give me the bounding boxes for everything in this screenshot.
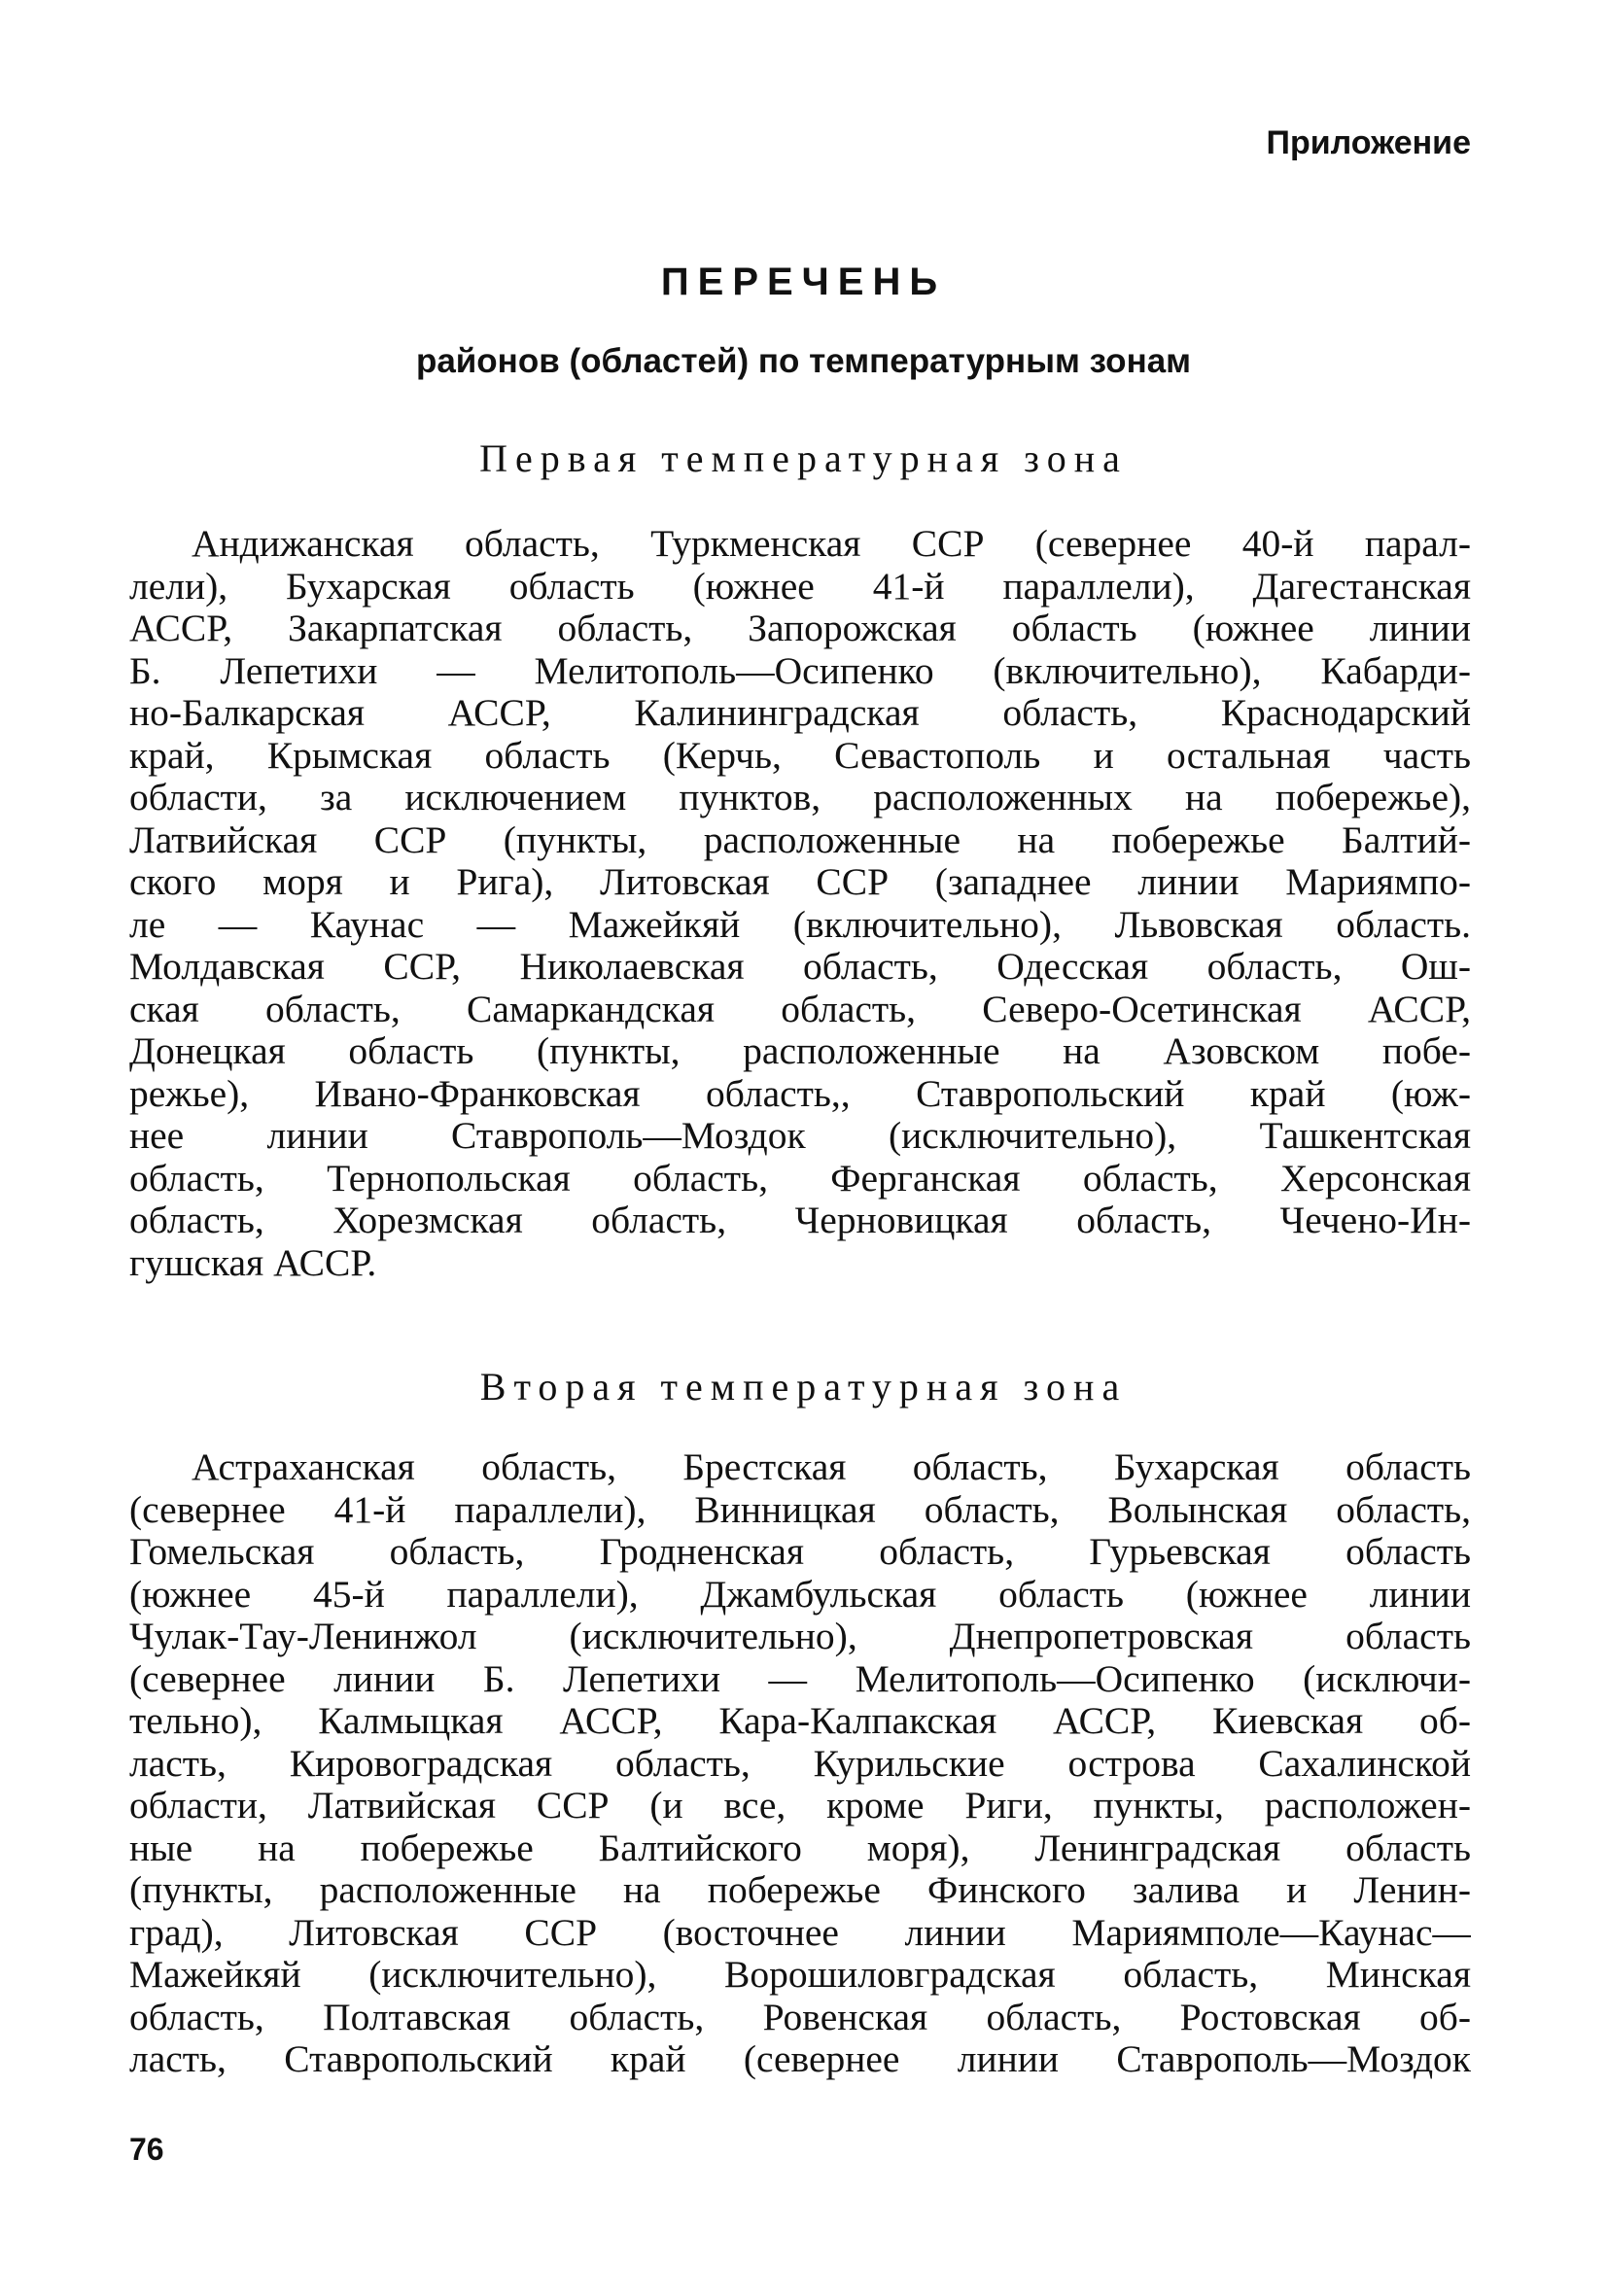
paragraph-line: ская область, Самаркандская область, Северо-Осетинская АССР, <box>129 988 1471 1030</box>
zone-1-heading: Первая температурная зона <box>479 436 1128 480</box>
paragraph-line: гушская АССР. <box>129 1241 377 1284</box>
paragraph-line: область, Хорезмская область, Черновицкая область, Чечено-Ин- <box>129 1200 1471 1241</box>
paragraph-line: область, Тернопольская область, Ферганская область, Херсонская <box>129 1157 1471 1200</box>
zone-2-heading: Вторая температурная зона <box>479 1365 1128 1409</box>
paragraph-line: ласть, Кировоградская область, Курильские острова Сахалинской <box>129 1742 1471 1785</box>
paragraph-line: Донецкая область (пункты, расположенные на Азовском побе- <box>129 1030 1471 1072</box>
paragraph-line: Латвийская ССР (пункты, расположенные на побережье Балтий- <box>129 818 1471 861</box>
paragraph-line: области, Латвийская ССР (и все, кроме Риги, пункты, расположен- <box>129 1785 1471 1826</box>
paragraph-line: ласть, Ставропольский край (севернее линии Ставрополь—Моздок <box>129 2038 1471 2080</box>
document-subtitle: районов (областей) по температурным зонам <box>415 342 1192 380</box>
paragraph-line: Андижанская область, Туркменская ССР (севернее 40-й парал- <box>192 523 1471 565</box>
paragraph-line: Гомельская область, Гродненская область, Гурьевская область <box>129 1531 1471 1573</box>
paragraph-line: режье), Ивано-Франковская область,, Ставропольский край (юж- <box>129 1072 1471 1115</box>
paragraph-line: (южнее 45-й параллели), Джамбульская область (южнее линии <box>129 1573 1471 1616</box>
paragraph-line: Астраханская область, Брестская область, Бухарская область <box>192 1446 1471 1488</box>
page-number: 76 <box>129 2132 164 2167</box>
zone-2-paragraph <box>129 1446 1471 2081</box>
paragraph-line: но-Балкарская АССР, Калининградская область, Краснодарский <box>129 692 1471 734</box>
paragraph-line: (севернее линии Б. Лепетихи — Мелитополь—Осипенко (исключи- <box>129 1657 1471 1700</box>
paragraph-line: тельно), Калмыцкая АССР, Кара-Калпакская АССР, Киевская об- <box>129 1700 1471 1742</box>
paragraph-line: Молдавская ССР, Николаевская область, Одесская область, Ош- <box>129 946 1471 988</box>
paragraph-line: ле — Каунас — Мажейкяй (включительно), Львовская область. <box>129 903 1471 946</box>
paragraph-line: область, Полтавская область, Ровенская область, Ростовская об- <box>129 1996 1471 2038</box>
paragraph-line: край, Крымская область (Керчь, Севастополь и остальная часть <box>129 734 1471 777</box>
paragraph-line: области, за исключением пунктов, расположенных на побережье), <box>129 777 1471 818</box>
paragraph-line: Чулак-Тау-Ленинжол (исключительно), Днепропетровская область <box>129 1616 1471 1657</box>
paragraph-line: ского моря и Рига), Литовская ССР (западнее линии Мариямпо- <box>129 861 1471 903</box>
zone-1-paragraph <box>129 523 1471 1284</box>
paragraph-line: Б. Лепетихи — Мелитополь—Осипенко (включительно), Кабарди- <box>129 649 1471 692</box>
appendix-label: Приложение <box>1266 124 1471 161</box>
paragraph-line: ные на побережье Балтийского моря), Ленинградская область <box>129 1826 1471 1869</box>
document-title: ПЕРЕЧЕНЬ <box>660 261 947 303</box>
paragraph-line: (пункты, расположенные на побережье Финского залива и Ленин- <box>129 1869 1471 1911</box>
paragraph-line: (севернее 41-й параллели), Винницкая область, Волынская область, <box>129 1488 1471 1531</box>
paragraph-line: град), Литовская ССР (восточнее линии Мариямполе—Каунас— <box>129 1911 1471 1954</box>
paragraph-line: АССР, Закарпатская область, Запорожская область (южнее линии <box>129 608 1471 649</box>
paragraph-line: лели), Бухарская область (южнее 41-й параллели), Дагестанская <box>129 565 1471 608</box>
paragraph-line: нее линии Ставрополь—Моздок (исключительно), Ташкентская <box>129 1115 1471 1157</box>
paragraph-line: Мажейкяй (исключительно), Ворошиловградская область, Минская <box>129 1954 1471 1996</box>
